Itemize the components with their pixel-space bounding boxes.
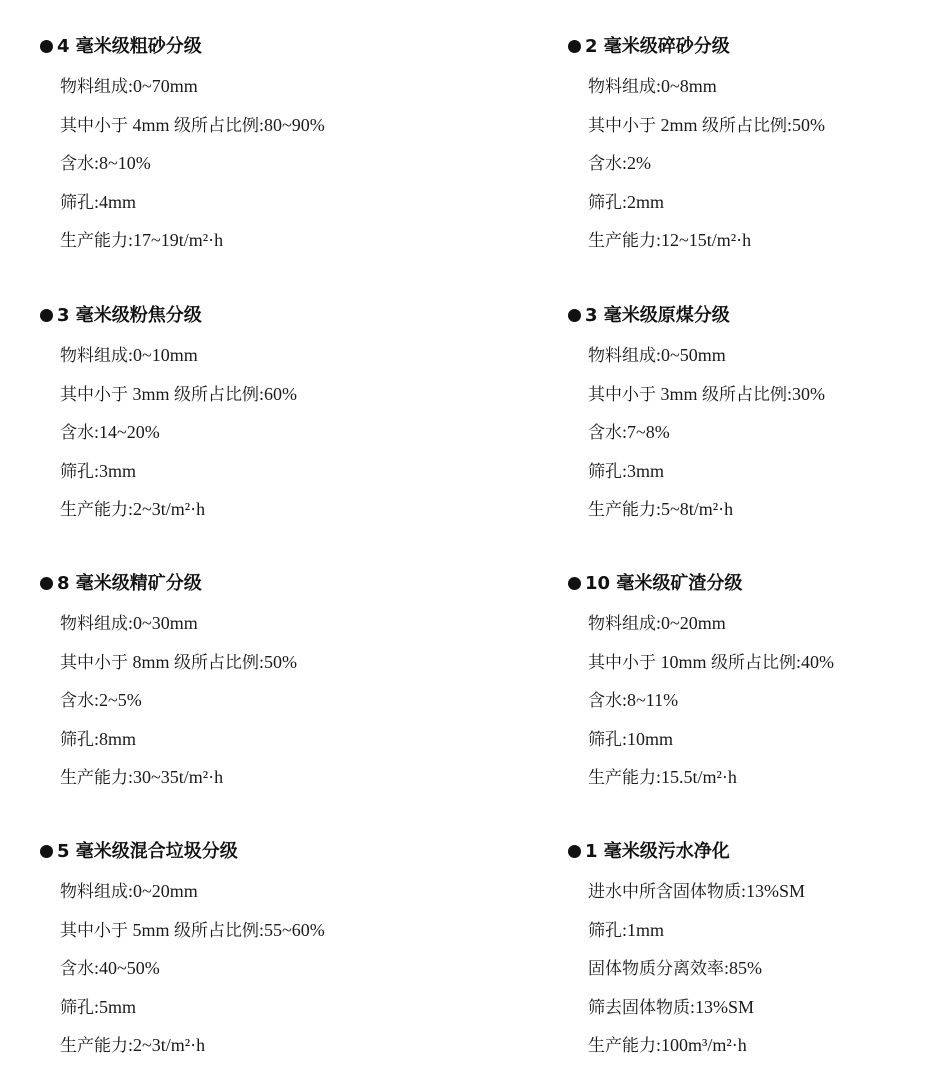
spec-line: 筛去固体物质:13%SM [588,996,755,1018]
spec-line: 生产能力:12~15t/m²·h [588,230,752,251]
section-title [40,305,202,327]
spec-line: 其中小于 5mm 级所占比例:55~60% [60,919,325,941]
section-title-text: 3 毫米级原煤分级 [585,305,730,326]
spec-line: 含水:8~10% [60,153,151,174]
spec-line: 其中小于 3mm 级所占比例:60% [60,383,298,405]
bullet-dot-icon [40,577,53,590]
spec-line: 生产能力:30~35t/m²·h [60,767,224,788]
section-title [568,573,742,595]
section-title [40,573,202,595]
section-title [40,841,238,863]
spec-line: 含水:2% [588,153,651,174]
section-title-text: 5 毫米级混合垃圾分级 [57,841,238,862]
spec-line: 物料组成:0~20mm [588,613,726,634]
spec-line: 物料组成:0~8mm [588,76,717,97]
bullet-dot-icon [40,845,53,858]
section-title-text: 1 毫米级污水净化 [585,841,730,862]
spec-line: 含水:40~50% [60,958,160,979]
section-title-text: 10 毫米级矿渣分级 [585,573,743,594]
section-title-text: 3 毫米级粉焦分级 [57,305,202,326]
spec-line: 其中小于 3mm 级所占比例:30% [588,383,826,405]
spec-line: 物料组成:0~30mm [60,613,198,634]
spec-line: 其中小于 8mm 级所占比例:50% [60,651,298,673]
spec-line: 含水:2~5% [60,690,142,711]
spec-line: 筛孔:10mm [588,728,674,750]
spec-line: 其中小于 10mm 级所占比例:40% [588,651,835,673]
spec-line: 生产能力:2~3t/m²·h [60,499,206,520]
bullet-dot-icon [40,309,53,322]
spec-line: 筛孔:4mm [60,191,137,213]
spec-line: 筛孔:5mm [60,996,137,1018]
spec-line: 筛孔:3mm [60,460,137,482]
section-title-text: 8 毫米级精矿分级 [57,573,202,594]
spec-line: 生产能力:100m³/m²·h [588,1035,747,1056]
spec-line: 筛孔:1mm [588,919,665,941]
spec-line: 其中小于 4mm 级所占比例:80~90% [60,114,325,136]
spec-line: 含水:7~8% [588,422,670,443]
spec-line: 筛孔:2mm [588,191,665,213]
bullet-dot-icon [568,845,581,858]
spec-line: 物料组成:0~50mm [588,345,726,366]
spec-line: 筛孔:8mm [60,728,137,750]
section-title [40,36,202,58]
section-title [568,36,730,58]
spec-line: 生产能力:17~19t/m²·h [60,230,224,251]
spec-line: 物料组成:0~10mm [60,345,198,366]
section-title [568,841,730,863]
bullet-dot-icon [568,309,581,322]
section-title-text: 2 毫米级碎砂分级 [585,36,730,57]
bullet-dot-icon [40,40,53,53]
spec-line: 进水中所含固体物质:13%SM [588,881,806,902]
spec-line: 生产能力:5~8t/m²·h [588,499,734,520]
spec-line: 生产能力:2~3t/m²·h [60,1035,206,1056]
section-title-text: 4 毫米级粗砂分级 [57,36,202,57]
bullet-dot-icon [568,40,581,53]
bullet-dot-icon [568,577,581,590]
spec-line: 含水:8~11% [588,690,679,711]
spec-line: 固体物质分离效率:85% [588,958,762,979]
spec-line: 物料组成:0~70mm [60,76,198,97]
spec-line: 筛孔:3mm [588,460,665,482]
spec-line: 物料组成:0~20mm [60,881,198,902]
spec-line: 含水:14~20% [60,422,160,443]
spec-line: 其中小于 2mm 级所占比例:50% [588,114,826,136]
section-title [568,305,730,327]
spec-line: 生产能力:15.5t/m²·h [588,767,737,788]
